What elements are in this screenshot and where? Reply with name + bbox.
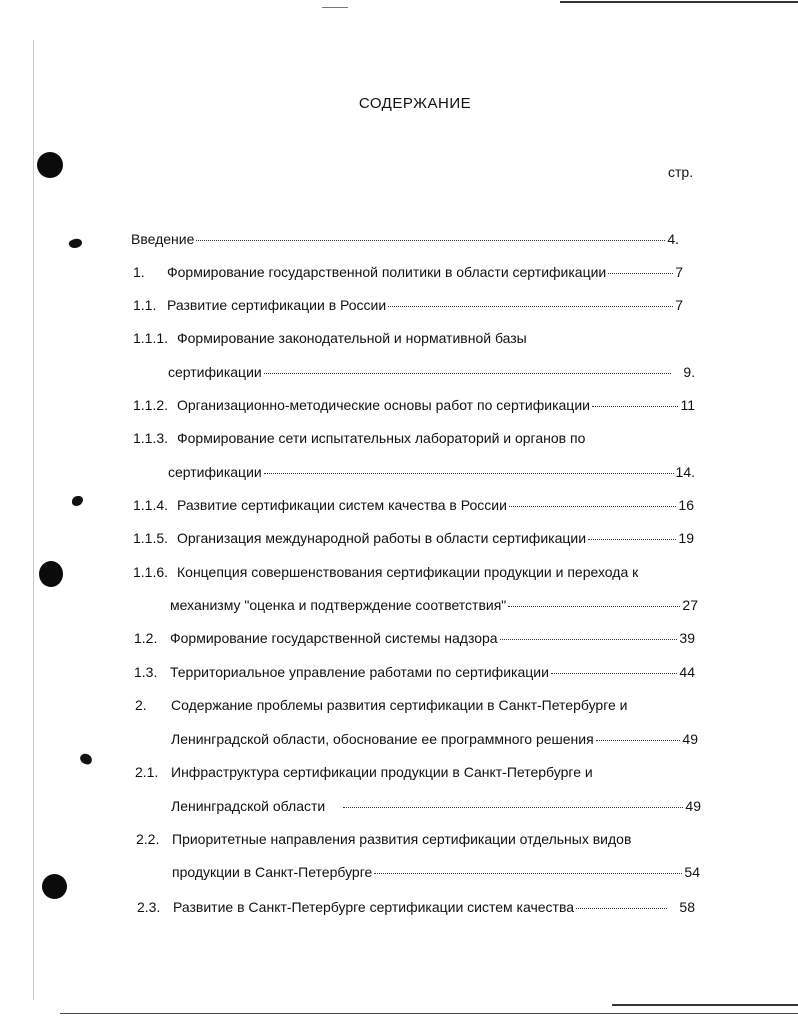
toc-entry-text: Введение xyxy=(131,231,195,247)
toc-entry xyxy=(133,562,693,582)
toc-entry xyxy=(137,897,695,917)
toc-entry-page: 4. xyxy=(667,231,679,247)
toc-entry xyxy=(133,495,694,515)
toc-entry xyxy=(134,662,695,682)
dot-leader xyxy=(596,739,681,741)
dot-leader xyxy=(264,472,674,474)
toc-entry-text: Развитие сертификации систем качества в России xyxy=(177,497,507,513)
dot-leader xyxy=(264,372,672,374)
toc-entry xyxy=(133,262,683,282)
toc-entry-number: 1.1. xyxy=(133,297,157,313)
toc-entry-page: 14. xyxy=(675,464,695,480)
toc-entry xyxy=(133,328,693,348)
toc-entry-text: сертификации xyxy=(168,364,262,380)
toc-entry-page: 7 xyxy=(675,297,683,313)
toc-entry-text: Концепция совершенствования сертификации продукции и перехода к xyxy=(177,564,639,580)
toc-entry-page: 49 xyxy=(685,798,701,814)
toc-entry-text: Содержание проблемы развития сертификации в Санкт-Петербурге и xyxy=(171,697,628,713)
toc-entry xyxy=(133,428,693,448)
toc-entry-number: 1.1.2. xyxy=(133,397,169,413)
toc-entry-page: 19 xyxy=(678,530,694,546)
toc-entry-text: Ленинградской области, обоснование ее программного решения xyxy=(171,731,594,747)
toc-entry-number: 1. xyxy=(133,264,145,280)
toc-entry-continuation xyxy=(168,462,695,482)
toc-entry-text: Формирование сети испытательных лабораторий и органов по xyxy=(177,430,586,446)
dot-leader xyxy=(576,907,667,909)
toc-entry-text: механизму "оценка и подтверждение соответствия" xyxy=(170,597,507,613)
toc-entry-page: 44 xyxy=(679,664,695,680)
toc-entry xyxy=(134,628,695,648)
page-title: СОДЕРЖАНИЕ xyxy=(358,95,472,112)
toc-entry-text: Приоритетные направления развития сертификации отдельных видов xyxy=(172,831,632,847)
toc-entry-page: 9. xyxy=(683,364,695,380)
scan-bottom-line-thick xyxy=(612,1004,798,1006)
toc-entry-text: продукции в Санкт-Петербурге xyxy=(172,864,373,880)
toc-entry-text: сертификации xyxy=(168,464,262,480)
toc-entry-number: 1.2. xyxy=(134,630,158,646)
scan-left-margin-line xyxy=(33,40,34,1000)
toc-entry xyxy=(133,395,695,415)
dot-leader xyxy=(343,806,683,808)
toc-entry-page: 54 xyxy=(684,864,700,880)
toc-entry-text: Организация международной работы в области сертификации xyxy=(177,530,587,546)
toc-entry-page: 49 xyxy=(682,731,698,747)
toc-entry xyxy=(133,528,694,548)
toc-entry-text: Формирование государственной системы надзора xyxy=(170,630,498,646)
toc-entry-text: Формирование государственной политики в области сертификации xyxy=(167,264,607,280)
toc-entry-number: 1.1.3. xyxy=(133,430,169,446)
toc-entry-page: 27 xyxy=(682,597,698,613)
toc-entry-continuation xyxy=(171,796,701,816)
toc-entry-continuation xyxy=(168,362,695,382)
toc-entry-continuation xyxy=(171,729,698,749)
scan-top-line xyxy=(560,1,798,3)
toc-entry-text: Организационно-методические основы работ по сертификации xyxy=(177,397,590,413)
ink-blot xyxy=(79,753,93,766)
punch-hole-mark xyxy=(37,152,63,178)
toc-entry-number: 1.1.1. xyxy=(133,330,169,346)
dot-leader xyxy=(551,672,678,674)
dot-leader xyxy=(196,239,665,241)
toc-entry-page: 58 xyxy=(679,899,695,915)
dot-leader xyxy=(388,305,673,307)
toc-entry-page: 16 xyxy=(678,497,694,513)
scan-bottom-line xyxy=(60,1013,798,1014)
toc-entry-text: Развитие сертификации в России xyxy=(167,297,387,313)
dot-leader xyxy=(500,638,678,640)
toc-entry xyxy=(136,829,696,849)
toc-entry-page: 39 xyxy=(679,630,695,646)
toc-entry-text: Развитие в Санкт-Петербурге сертификации систем качества xyxy=(173,899,575,915)
dot-leader xyxy=(509,505,677,507)
scan-top-dash xyxy=(322,7,348,8)
toc-entry-page: 7 xyxy=(675,264,683,280)
toc-entry-number: 2.3. xyxy=(137,899,161,915)
toc-entry-number: 1.1.4. xyxy=(133,497,169,513)
toc-entry xyxy=(135,762,695,782)
dot-leader xyxy=(374,872,682,874)
toc-entry-number: 1.1.5. xyxy=(133,530,169,546)
punch-hole-mark xyxy=(39,561,63,587)
ink-blot xyxy=(68,237,83,250)
toc-entry-page: 11 xyxy=(680,397,695,413)
dot-leader xyxy=(508,605,680,607)
dot-leader xyxy=(588,538,676,540)
toc-entry-number: 2.1. xyxy=(135,764,159,780)
toc-entry-text: Инфраструктура сертификации продукции в Санкт-Петербурге и xyxy=(171,764,593,780)
page-column-label: стр. xyxy=(668,164,694,180)
toc-entry-text: Территориальное управление работами по сертификации xyxy=(170,664,549,680)
toc-entry xyxy=(135,695,695,715)
ink-blot xyxy=(72,496,83,506)
toc-entry-continuation xyxy=(170,595,698,615)
toc-entry-continuation xyxy=(172,862,700,882)
toc-entry-number: 1.3. xyxy=(134,664,158,680)
toc-entry-text: Формирование законодательной и нормативной базы xyxy=(177,330,527,346)
toc-entry-number: 1.1.6. xyxy=(133,564,169,580)
punch-hole-mark xyxy=(42,874,67,899)
toc-entry xyxy=(131,229,679,249)
dot-leader xyxy=(608,272,673,274)
toc-entry-text: Ленинградской области xyxy=(171,798,326,814)
toc-entry-number: 2. xyxy=(135,697,147,713)
dot-leader xyxy=(592,405,678,407)
toc-entry xyxy=(133,295,683,315)
toc-entry-number: 2.2. xyxy=(136,831,160,847)
